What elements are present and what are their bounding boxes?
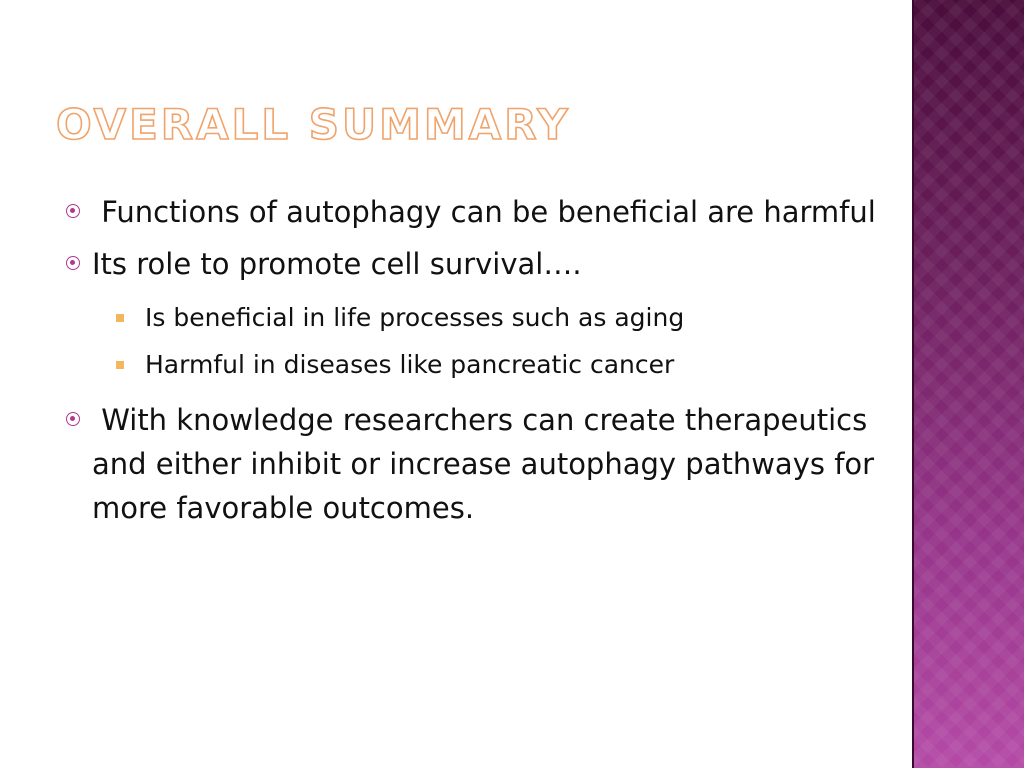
decorative-side-band [912,0,1024,768]
bullet-item [60,398,884,530]
circled-dot-icon [66,412,80,426]
sub-bullet-text: Is beneficial in life processes such as aging [145,303,685,332]
circled-dot-icon [66,204,80,218]
slide-title: OVERALL SUMMARY [56,100,571,149]
square-bullet-icon [116,361,124,369]
sub-bullet-text: Harmful in diseases like pancreatic cancer [145,350,675,379]
bullet-text: Its role to promote cell survival…. [92,247,582,281]
bullet-item [60,242,880,286]
bullet-text: Functions of autophagy can be beneficial are harmful [92,195,876,229]
bullet-text: With knowledge researchers can create therapeutics and either inhibit or increase autophagy pathways for more favorable outcomes. [92,403,884,525]
circled-dot-icon [66,256,80,270]
slide-body [60,190,884,538]
square-bullet-icon [116,314,124,322]
sub-bullet-list [60,294,880,388]
sub-bullet-item [60,294,880,341]
sub-bullet-item [60,341,880,388]
bullet-item [60,190,880,234]
